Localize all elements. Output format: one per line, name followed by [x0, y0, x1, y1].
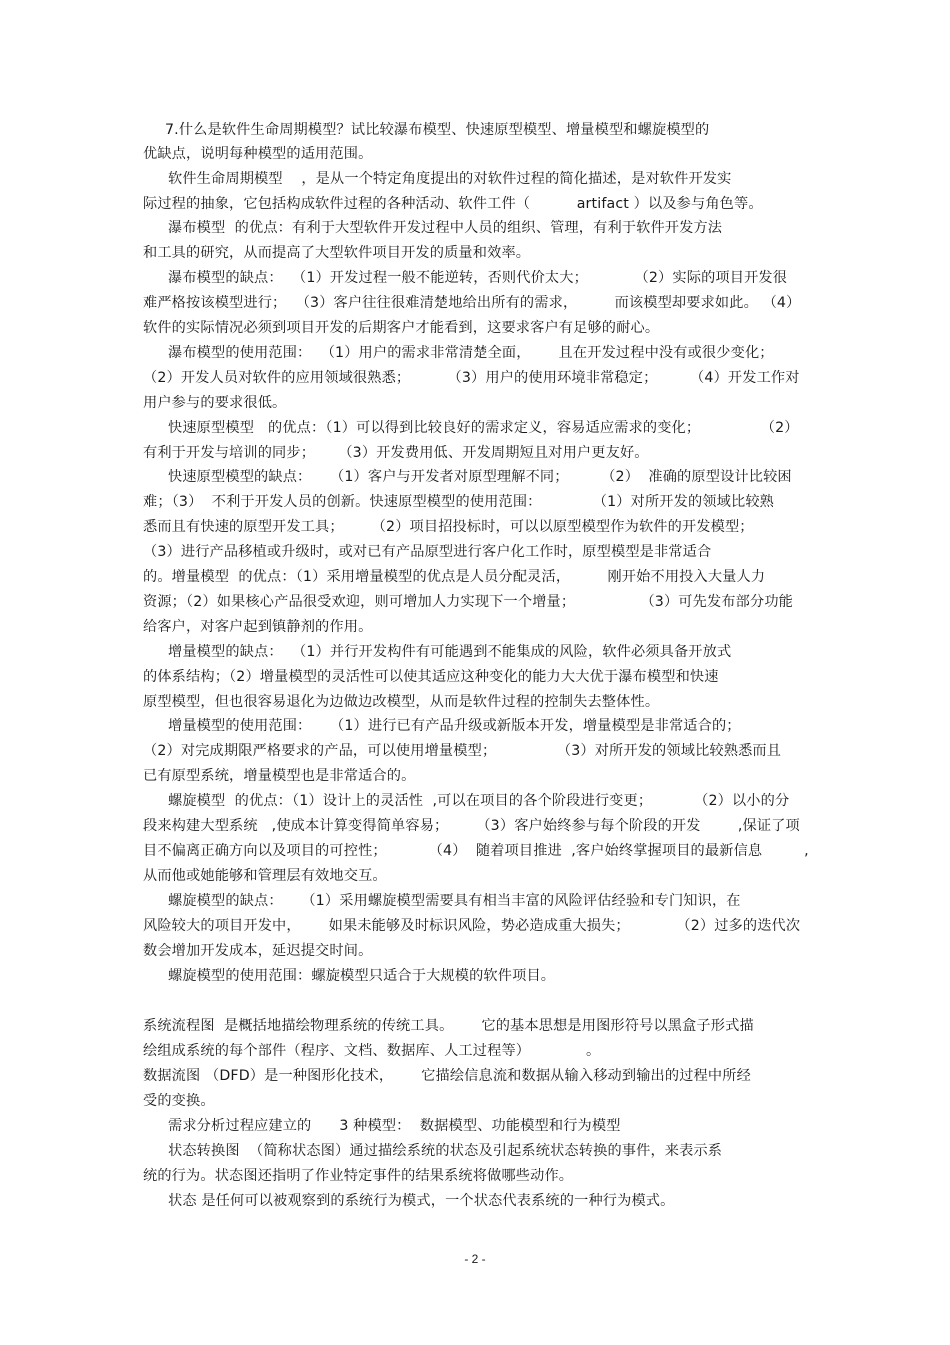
incremental-scope-line-2: （2）对完成期限严格要求的产品，可以使用增量模型； （3）对所开发的领域比较熟悉而且	[143, 743, 782, 759]
waterfall-pros-line-2: 和工具的研究，从而提高了大型软件项目开发的质量和效率。	[143, 245, 531, 261]
prototype-pros-line-1: 快速原型模型 的优点：（1）可以得到比较良好的需求定义，容易适应需求的变化； （2）	[168, 420, 799, 436]
state-definition-line: 状态 是任何可以被观察到的系统行为模式，一个状态代表系统的一种行为模式。	[168, 1193, 675, 1209]
flowchart-line-1: 系统流程图 是概括地描绘物理系统的传统工具。 它的基本思想是用图形符号以黑盒子形式描	[143, 1018, 754, 1034]
prototype-cons-line-1: 快速原型模型的缺点： （1）客户与开发者对原型理解不同； （2） 准确的原型设计比较困	[168, 469, 792, 485]
page-number: - 2 -	[464, 1252, 486, 1266]
dfd-line-1: 数据流图 （DFD）是一种图形化技术， 它描绘信息流和数据从输入移动到输出的过程中所经	[143, 1068, 751, 1084]
spiral-pros-line-3: 目不偏离正确方向以及项目的可控性； （4） 随着项目推进 ,客户始终掌握项目的最新信息 ,	[143, 843, 809, 859]
prototype-cons-line-2: 难；（3） 不利于开发人员的创新。快速原型模型的使用范围： （1）对所开发的领域比较熟	[143, 494, 774, 510]
incremental-pros-line-2: 资源；（2）如果核心产品很受欢迎，则可增加人力实现下一个增量； （3）可先发布部分功能	[143, 594, 793, 610]
incremental-cons-line-2: 的体系结构；（2）增量模型的灵活性可以使其适应这种变化的能力大大优于瀑布模型和快速	[143, 669, 719, 685]
prototype-cons-line-4: （3）进行产品移植或升级时，或对已有产品原型进行客户化工作时，原型模型是非常适合	[143, 544, 712, 560]
waterfall-scope-line-2: （2）开发人员对软件的应用领域很熟悉； （3）用户的使用环境非常稳定； （4）开发工作对	[143, 370, 800, 386]
incremental-cons-line-3: 原型模型，但也很容易退化为边做边改模型，从而是软件过程的控制失去整体性。	[143, 694, 660, 710]
incremental-scope-line-3: 已有原型系统，增量模型也是非常适合的。	[143, 768, 416, 784]
dfd-line-2: 受的变换。	[143, 1093, 215, 1109]
definition-line-2: 际过程的抽象，它包括构成软件过程的各种活动、软件工件（ artifact ）以及参与角色等。	[143, 196, 763, 212]
spiral-pros-line-2: 段来构建大型系统 ,使成本计算变得简单容易； （3）客户始终参与每个阶段的开发 ,保证了项	[143, 818, 800, 834]
definition-line-1: 软件生命周期模型 ，是从一个特定角度提出的对软件过程的简化描述，是对软件开发实	[168, 171, 732, 187]
three-models-line: 需求分析过程应建立的 3 种模型： 数据模型、功能模型和行为模型	[168, 1118, 621, 1134]
question-heading-line-2: 优缺点，说明每种模型的适用范围。	[143, 146, 373, 162]
waterfall-pros-line-1: 瀑布模型 的优点：有利于大型软件开发过程中人员的组织、管理，有利于软件开发方法	[168, 220, 723, 236]
spiral-scope-line: 螺旋模型的使用范围：螺旋模型只适合于大规模的软件项目。	[168, 968, 556, 984]
waterfall-scope-line-1: 瀑布模型的使用范围： （1）用户的需求非常清楚全面， 且在开发过程中没有或很少变化；	[168, 345, 774, 361]
state-diagram-line-1: 状态转换图 （简称状态图）通过描绘系统的状态及引起系统状态转换的事件，来表示系	[168, 1143, 723, 1159]
prototype-cons-line-3: 悉而且有快速的原型开发工具； （2）项目招投标时，可以以原型模型作为软件的开发模型；	[143, 519, 754, 535]
spiral-pros-line-1: 螺旋模型 的优点：（1）设计上的灵活性 ,可以在项目的各个阶段进行变更； （2）以小的分	[168, 793, 790, 809]
waterfall-cons-line-1: 瀑布模型的缺点： （1）开发过程一般不能逆转，否则代价太大； （2）实际的项目开发很	[168, 270, 788, 286]
waterfall-cons-line-2: 难严格按该模型进行； （3）客户往往很难清楚地给出所有的需求， 而该模型却要求如此。 （4）	[143, 295, 801, 311]
incremental-pros-line-3: 给客户，对客户起到镇静剂的作用。	[143, 619, 373, 635]
incremental-cons-line-1: 增量模型的缺点： （1）并行开发构件有可能遇到不能集成的风险，软件必须具备开放式	[168, 644, 732, 660]
state-diagram-line-2: 统的行为。状态图还指明了作业特定事件的结果系统将做哪些动作。	[143, 1168, 574, 1184]
spiral-pros-line-4: 从而他或她能够和管理层有效地交互。	[143, 868, 387, 884]
prototype-pros-line-2: 有利于开发与培训的同步； （3）开发费用低、开发周期短且对用户更友好。	[143, 445, 649, 461]
waterfall-scope-line-3: 用户参与的要求很低。	[143, 395, 287, 411]
question-heading-line-1: 7.什么是软件生命周期模型？试比较瀑布模型、快速原型模型、增量模型和螺旋模型的	[165, 122, 710, 138]
incremental-pros-line-1: 的。增量模型 的优点：（1）采用增量模型的优点是人员分配灵活， 刚开始不用投入大量人力	[143, 569, 766, 585]
spiral-cons-line-1: 螺旋模型的缺点： （1）采用螺旋模型需要具有相当丰富的风险评估经验和专门知识，在	[168, 893, 741, 909]
waterfall-cons-line-3: 软件的实际情况必须到项目开发的后期客户才能看到，这要求客户有足够的耐心。	[143, 320, 660, 336]
spiral-cons-line-2: 风险较大的项目开发中， 如果未能够及时标识风险，势必造成重大损失； （2）过多的迭代次	[143, 918, 801, 934]
flowchart-line-2: 绘组成系统的每个部件（程序、文档、数据库、人工过程等） 。	[143, 1043, 601, 1059]
incremental-scope-line-1: 增量模型的使用范围： （1）进行已有产品升级或新版本开发，增量模型是非常适合的；	[168, 718, 741, 734]
spiral-cons-line-3: 数会增加开发成本，延迟提交时间。	[143, 943, 373, 959]
